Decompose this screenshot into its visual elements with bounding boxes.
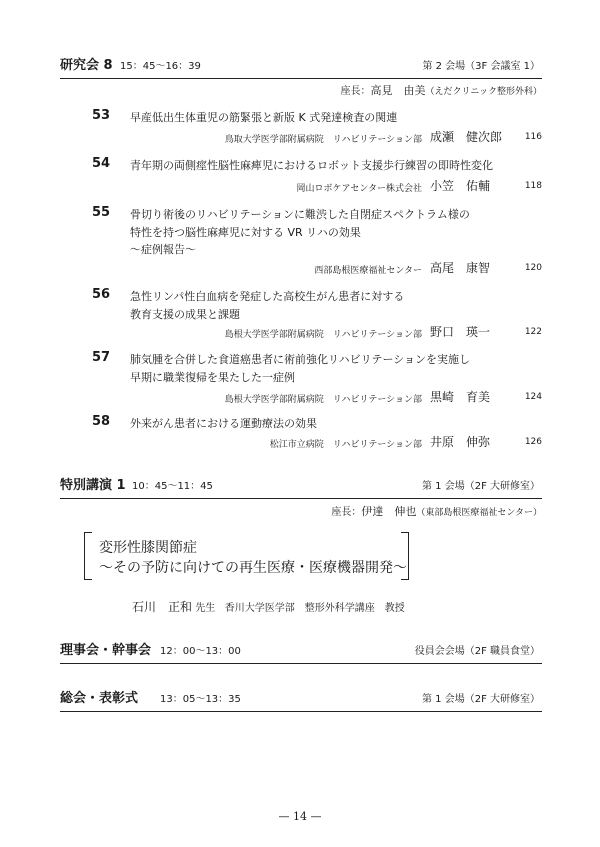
section-header-special-lecture [60,476,542,499]
presentation-number: 53 [92,108,111,123]
presentation-title-line: 骨切り術後のリハビリテーションに難渋した自閉症スペクトラム様の [130,208,470,221]
presentation-page: 122 [524,327,542,337]
presentation-number: 57 [92,350,111,365]
presentation-page: 116 [524,132,542,142]
presentation-number: 56 [92,287,111,302]
section-time: 10：45～11：45 [132,481,213,492]
presentation-author: 野口 瑛一 [430,325,491,339]
chair-label: 座長： [331,507,362,518]
presentation-author: 井原 伸弥 [430,435,491,449]
presentation-page: 126 [524,437,542,447]
section-title: 研究会 8 [60,58,113,73]
section-title: 理事会・幹事会 [60,643,152,658]
presentation-title-line: 肺気腫を合併した食道癌患者に術前強化リハビリテーションを実施し [130,353,471,366]
presentation-title-line: 外来がん患者における運動療法の効果 [130,417,317,430]
presentation-title-line: 急性リンパ性白血病を発症した高校生がん患者に対する [130,290,405,303]
presentation-affiliation: 島根大学医学部附属病院 リハビリテーション部 [224,330,422,340]
chairperson [331,503,542,519]
presentation-author: 成瀬 健次郎 [430,130,503,144]
section-time: 15：45～16：39 [120,61,201,72]
section-venue: 第 1 会場（2F 大研修室） [421,694,540,705]
presentation-number: 58 [92,414,111,429]
presentation-title-line: 教育支援の成果と課題 [130,308,240,321]
chair-name: 伊達 伸也 [361,505,417,518]
presentation-affiliation: 島根大学医学部附属病院 リハビリテーション部 [224,395,422,405]
section-header-research-8 [60,56,542,79]
section-header-general-assembly [60,689,542,712]
section-venue: 第 1 会場（2F 大研修室） [421,481,540,492]
presentation-title-line: 早産低出生体重児の筋緊張と新版 K 式発達検査の関連 [130,111,398,124]
lecturer [132,598,405,615]
page-number: — 14 — [278,810,322,823]
presentation-page: 118 [524,181,542,191]
presentation-affiliation: 松江市立病院 リハビリテーション部 [269,440,422,450]
lecture-topic-subtitle: ～その予防に向けての再生医療・医療機器開発～ [99,560,407,576]
presentation-page: 120 [524,263,542,273]
presentation-author: 高尾 康智 [430,261,491,275]
presentation-page: 124 [524,392,542,402]
left-bracket [84,532,92,580]
chair-affiliation: （えだクリニック整形外科） [425,87,542,97]
lecture-topic-title: 変形性膝関節症 [99,540,197,556]
section-title: 総会・表彰式 [60,691,139,706]
lecturer-name: 石川 正和 [132,600,193,614]
chair-label: 座長： [340,86,371,97]
presentation-number: 54 [92,156,111,171]
section-venue: 第 2 会場（3F 会議室 1） [422,61,540,72]
presentation-affiliation: 岡山ロボケアセンター株式会社 [296,184,422,194]
section-title: 特別講演 1 [60,478,126,493]
section-header-board-meeting [60,641,542,664]
section-time: 12：00～13：00 [160,646,241,657]
presentation-author: 黒崎 育美 [430,390,491,404]
lecturer-affiliation: 香川大学医学部 整形外科学講座 教授 [224,603,405,614]
lecturer-honorific: 先生 [195,603,216,614]
presentation-author: 小笠 佑輔 [430,179,491,193]
section-venue: 役員会会場（2F 職員食堂） [414,646,540,657]
presentation-affiliation: 西部島根医療福祉センター [314,266,422,276]
presentation-affiliation: 鳥取大学医学部附属病院 リハビリテーション部 [224,135,422,145]
presentation-number: 55 [92,205,111,220]
presentation-title-line: ～症例報告～ [130,243,196,256]
chairperson [341,82,542,98]
presentation-title-line: 特性を持つ脳性麻痺児に対する VR リハの効果 [130,226,361,239]
presentation-title-line: 早期に職業復帰を果たした一症例 [130,371,295,384]
chair-affiliation: （東部島根医療福祉センター） [416,508,542,518]
chair-name: 高見 由美 [370,84,426,97]
presentation-title-line: 青年期の両側痙性脳性麻痺児におけるロボット支援歩行練習の即時性変化 [130,159,493,172]
section-time: 13：05～13：35 [160,694,241,705]
